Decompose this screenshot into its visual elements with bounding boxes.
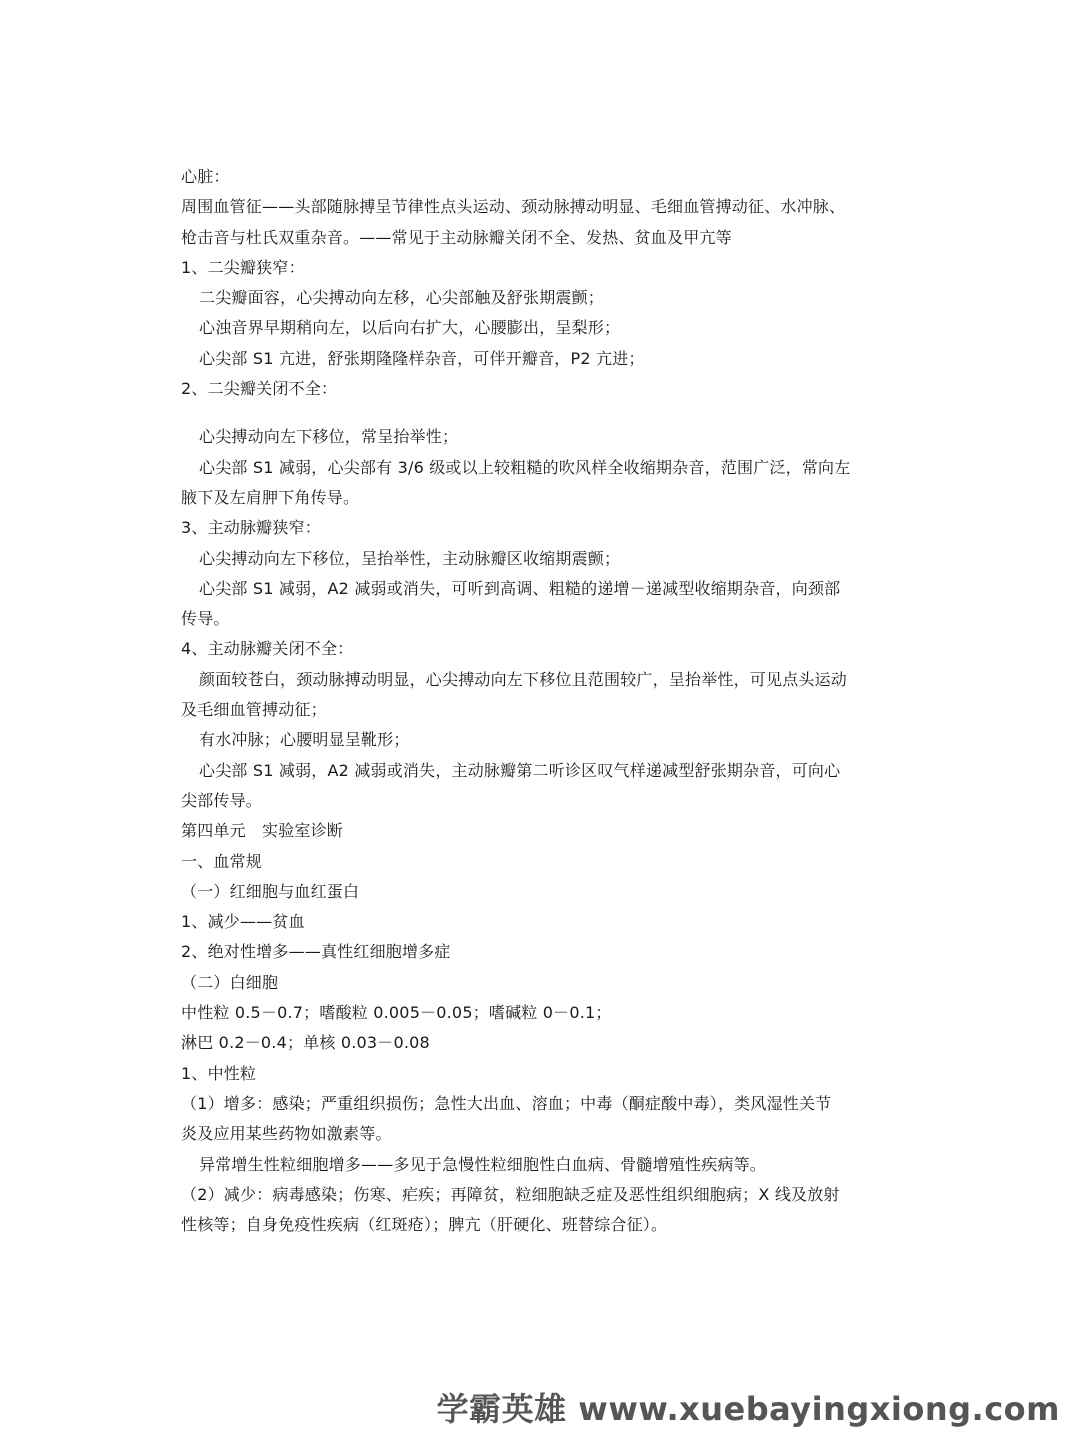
text-line: 一、血常规 <box>181 851 263 871</box>
text-line: （1）增多：感染；严重组织损伤；急性大出血、溶血；中毒（酮症酸中毒），类风湿性关节 <box>181 1093 832 1113</box>
text-line: 心尖部 S1 减弱，心尖部有 3/6 级或以上较粗糙的吹风样全收缩期杂音，范围广泛，常向左 <box>199 457 851 477</box>
text-line: 炎及应用某些药物如激素等。 <box>181 1124 392 1144</box>
text-line: 中性粒 0.5－0.7；嗜酸粒 0.005－0.05；嗜碱粒 0－0.1； <box>181 1003 612 1023</box>
text-line: 心脏： <box>181 167 230 186</box>
text-line: 2、二尖瓣关闭不全： <box>181 379 338 399</box>
text-line: 传导。 <box>181 609 230 629</box>
text-line: 心浊音界早期稍向左，以后向右扩大，心腰膨出，呈梨形； <box>199 318 621 338</box>
text-line: 尖部传导。 <box>181 790 263 810</box>
text-line: 颜面较苍白，颈动脉搏动明显，心尖搏动向左下移位且范围较广，呈抬举性，可见点头运动 <box>199 669 848 689</box>
text-line: 淋巴 0.2－0.4；单核 0.03－0.08 <box>181 1033 430 1053</box>
text-line: 1、中性粒 <box>181 1063 257 1083</box>
text-line: （二）白细胞 <box>181 972 279 992</box>
text-line: 心尖搏动向左下移位，常呈抬举性； <box>199 427 459 447</box>
text-line: 1、减少——贫血 <box>181 912 305 932</box>
text-line: 心尖部 S1 减弱，A2 减弱或消失，可听到高调、粗糙的递增－递减型收缩期杂音，向颈部 <box>199 578 841 598</box>
text-line: 性核等；自身免疫性疾病（红斑疮）；脾亢（肝硬化、班替综合征）。 <box>181 1215 668 1235</box>
text-line: 心尖搏动向左下移位，呈抬举性，主动脉瓣区收缩期震颤； <box>199 548 621 568</box>
text-line: 周围血管征——头部随脉搏呈节律性点头运动、颈动脉搏动明显、毛细血管搏动征、水冲脉、 <box>181 197 846 217</box>
text-line: （一）红细胞与血红蛋白 <box>181 881 360 901</box>
text-line: 心尖部 S1 亢进，舒张期隆隆样杂音，可伴开瓣音，P2 亢进； <box>199 348 645 368</box>
text-line: 3、主动脉瓣狭窄： <box>181 518 321 538</box>
text-line: 有水冲脉；心腰明显呈靴形； <box>199 730 410 750</box>
text-line: 4、主动脉瓣关闭不全： <box>181 639 354 659</box>
document-body <box>181 162 901 1240</box>
text-line: 第四单元 实验室诊断 <box>181 821 344 841</box>
text-line: 二尖瓣面容，心尖搏动向左移，心尖部触及舒张期震颤； <box>199 288 605 308</box>
text-line: 枪击音与杜氏双重杂音。——常见于主动脉瓣关闭不全、发热、贫血及甲亢等 <box>181 227 732 247</box>
text-line: （2）减少：病毒感染；伤寒、疟疾；再障贫，粒细胞缺乏症及恶性组织细胞病；X 线及放射 <box>181 1184 840 1204</box>
text-line: 及毛细血管搏动征； <box>181 700 327 720</box>
text-line: 心尖部 S1 减弱，A2 减弱或消失，主动脉瓣第二听诊区叹气样递减型舒张期杂音，可向心 <box>199 760 841 780</box>
text-line: 异常增生性粒细胞增多——多见于急慢性粒细胞性白血病、骨髓增殖性疾病等。 <box>199 1154 767 1174</box>
watermark-logo: 学霸英雄 www.xuebayingxiong.com <box>436 1390 1060 1428</box>
text-line: 2、绝对性增多——真性红细胞增多症 <box>181 942 451 962</box>
text-line: 腋下及左肩胛下角传导。 <box>181 487 360 507</box>
text-line: 1、二尖瓣狭窄： <box>181 257 305 277</box>
